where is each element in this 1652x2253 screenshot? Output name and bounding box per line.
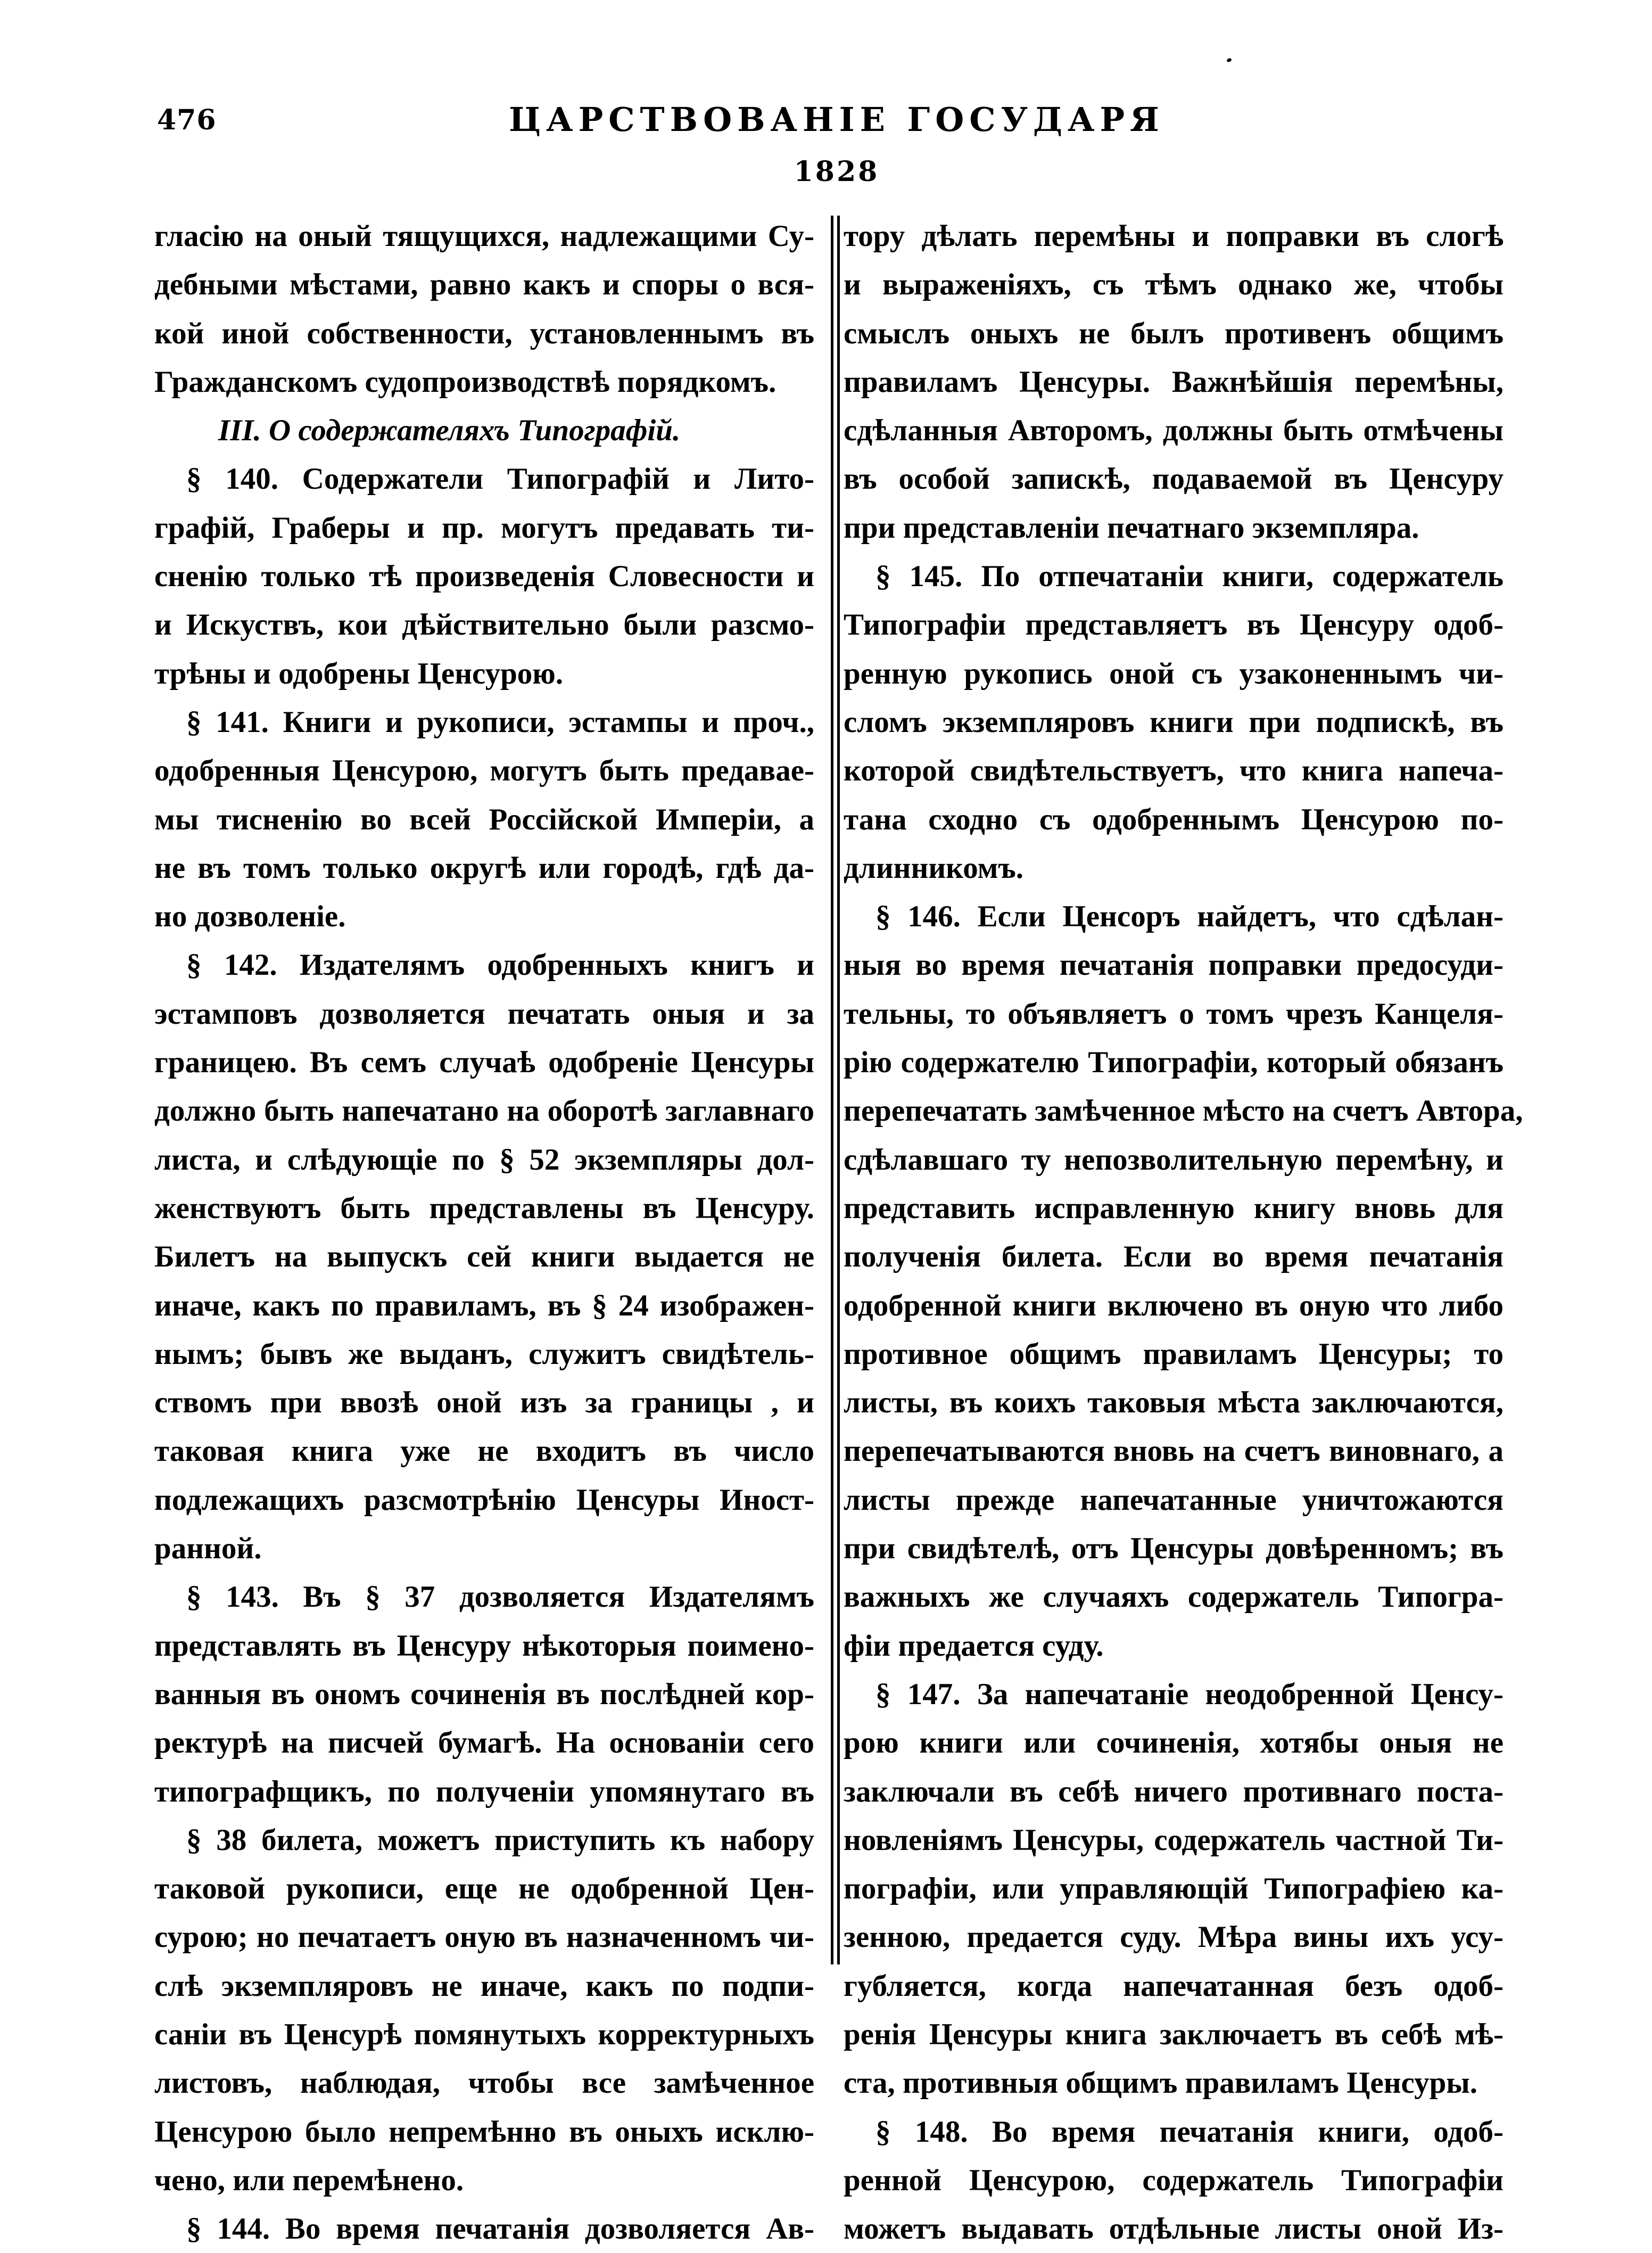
text-line: сломъ экземпляровъ книги при подпискѣ, въ [844, 705, 1504, 739]
text-line: иначе, какъ по правиламъ, въ § 24 изображен- [154, 1288, 814, 1322]
text-line: можетъ выдавать отдѣльные листы оной Из- [844, 2212, 1504, 2246]
text-line: листы прежде напечатанные уничтожаются [844, 1483, 1504, 1517]
text-line: таковая книга уже не входитъ въ число [154, 1434, 814, 1468]
text-line: заключали въ себѣ ничего противнаго поста- [844, 1774, 1504, 1808]
text-line: одобренной книги включено въ оную что либо [844, 1288, 1504, 1322]
text-line: мы тисненію во всей Россійской Имперіи, а [154, 802, 814, 836]
text-line: фіи предается суду. [844, 1629, 1104, 1663]
text-line: должно быть напечатано на оборотѣ заглавнаго [154, 1094, 814, 1128]
text-line: ранной. [154, 1532, 262, 1566]
text-line: длинникомъ. [844, 851, 1023, 885]
text-line: ренную рукопись оной съ узаконеннымъ чи- [844, 656, 1504, 690]
paragraph-start-line: § 140. Содержатели Типографій и Лито- [186, 462, 814, 496]
text-line: рію содержателю Типографіи, который обязанъ [844, 1046, 1504, 1080]
text-line: нымъ; бывъ же выданъ, служитъ свидѣтель- [154, 1337, 814, 1371]
text-line: ствомъ при ввозѣ оной изъ за границы , и [154, 1386, 814, 1420]
paragraph-start-line: § 142. Издателямъ одобренныхъ книгъ и [186, 948, 814, 982]
text-line: Билетъ на выпускъ сей книги выдается не [154, 1240, 814, 1274]
right-column [844, 212, 1523, 2253]
text-line: Ценсурою было непремѣнно въ оныхъ исклю- [154, 2115, 814, 2149]
text-line: тана сходно съ одобреннымъ Ценсурою по- [844, 802, 1504, 836]
paragraph-start-line: § 141. Книги и рукописи, эстампы и проч., [186, 705, 814, 739]
text-line: представить исправленную книгу вновь для [844, 1191, 1504, 1225]
text-line: Гражданскомъ судопроизводствѣ порядкомъ. [154, 365, 777, 399]
text-line: противное общимъ правиламъ Ценсуры; то [844, 1337, 1504, 1371]
text-line: при свидѣтелѣ, отъ Ценсуры довѣренномъ; въ [844, 1532, 1504, 1566]
text-line: смыслъ оныхъ не былъ противенъ общимъ [844, 316, 1504, 350]
text-line: рою книги или сочиненія, хотябы оныя не [844, 1726, 1504, 1760]
text-line: ныя во время печатанія поправки предосуди- [844, 948, 1504, 982]
text-line: сдѣлавшаго ту непозволительную перемѣну, и [844, 1142, 1504, 1177]
text-line: которой свидѣтельствуетъ, что книга напеча- [844, 754, 1504, 788]
text-line: тельны, то объявляетъ о томъ чрезъ Канцеля- [844, 997, 1504, 1031]
text-line: пографіи, или управляющій Типографіею ка- [844, 1872, 1504, 1906]
text-line: ренія Ценсуры книга заключаетъ въ себѣ мѣ- [844, 2017, 1504, 2051]
text-line: ректурѣ на писчей бумагѣ. На основаніи сего [154, 1726, 814, 1760]
text-line: эстамповъ дозволяется печатать оныя и за [154, 997, 814, 1031]
text-line: женствуютъ быть представлены въ Ценсуру. [154, 1191, 814, 1225]
text-line: типографщикъ, по полученіи упомянутаго въ [154, 1774, 814, 1808]
text-line: Типографіи представляетъ въ Ценсуру одоб- [844, 608, 1504, 642]
text-line: трѣны и одобрены Ценсурою. [154, 656, 564, 690]
text-line: границею. Въ семъ случаѣ одобреніе Ценсуры [154, 1046, 814, 1080]
paragraph-start-line: § 147. За напечатаніе неодобренной Ценсу- [875, 1677, 1504, 1711]
text-line: одобренныя Ценсурою, могутъ быть предавае- [154, 754, 814, 788]
text-line: сурою; но печатаетъ оную въ назначенномъ чи- [154, 1920, 814, 1954]
text-line: сдѣланныя Авторомъ, должны быть отмѣчены [844, 414, 1504, 448]
paragraph-start-line: § 148. Во время печатанія книги, одоб- [875, 2115, 1504, 2149]
text-line: подлежащихъ разсмотрѣнію Ценсуры Иност- [154, 1483, 814, 1517]
year-heading: 1828 [794, 155, 880, 188]
text-line: и Искуствъ, кои дѣйствительно были разсмо- [154, 608, 814, 642]
text-line: губляется, когда напечатанная безъ одоб- [844, 1969, 1504, 2003]
text-line: новленіямъ Ценсуры, содержатель частной Ти- [844, 1823, 1504, 1857]
text-line: сненію только тѣ произведенія Словесности и [154, 560, 814, 594]
text-line: тору дѣлать перемѣны и поправки въ слогѣ [844, 219, 1504, 253]
text-line: при представленіи печатнаго экземпляра. [844, 511, 1419, 545]
text-line: листовъ, наблюдая, чтобы все замѣченное [154, 2066, 814, 2100]
text-line: чено, или перемѣнено. [154, 2163, 464, 2197]
divider-rule [831, 216, 833, 1964]
page-number: 476 [157, 104, 217, 136]
text-line: слѣ экземпляровъ не иначе, какъ по подпи- [154, 1969, 814, 2003]
divider-rule [837, 216, 840, 1964]
text-line: ста, противныя общимъ правиламъ Ценсуры. [844, 2066, 1478, 2100]
column-divider [829, 216, 841, 1964]
text-line: правиламъ Ценсуры. Важнѣйшія перемѣны, [844, 365, 1504, 399]
text-line: листа, и слѣдующіе по § 52 экземпляры дол- [154, 1142, 814, 1177]
left-column [154, 212, 814, 2253]
text-line: саніи въ Ценсурѣ помянутыхъ корректурныхъ [154, 2017, 814, 2051]
paragraph-start-line: § 146. Если Ценсоръ найдетъ, что сдѣлан- [875, 900, 1504, 934]
text-line: полученія билета. Если во время печатанія [844, 1240, 1504, 1274]
text-line: зенною, предается суду. Мѣра вины ихъ усу- [844, 1920, 1504, 1954]
paragraph-start-line: § 38 билета, можетъ приступить къ набору [186, 1823, 814, 1857]
text-line: перепечатать замѣченное мѣсто на счетъ Автора, [844, 1094, 1523, 1128]
paragraph-start-line: § 143. Въ § 37 дозволяется Издателямъ [186, 1580, 814, 1614]
text-line: и выраженіяхъ, съ тѣмъ однако же, чтобы [844, 268, 1504, 302]
text-line: въ особой запискѣ, подаваемой въ Ценсуру [844, 462, 1504, 496]
running-title: ЦАРСТВОВАНІЕ ГОСУДАРЯ [509, 100, 1164, 139]
paragraph-start-line: § 144. Во время печатанія дозволяется Ав- [186, 2212, 814, 2246]
text-line: ренной Ценсурою, содержатель Типографіи [844, 2163, 1504, 2197]
text-line: гласію на оный тящущихся, надлежащими Су- [154, 219, 814, 253]
text-line: ванныя въ ономъ сочиненія въ послѣдней кор- [154, 1677, 814, 1711]
section-heading: III. О содержателяхъ Типографій. [218, 414, 681, 448]
text-line: перепечатываются вновь на счетъ виновнаго, а [844, 1434, 1504, 1468]
text-line: таковой рукописи, еще не одобренной Цен- [154, 1872, 814, 1906]
text-line: кой иной собственности, установленнымъ въ [154, 316, 814, 350]
paragraph-start-line: § 145. По отпечатаніи книги, содержатель [875, 560, 1504, 594]
text-line: важныхъ же случаяхъ содержатель Типогра- [844, 1580, 1504, 1614]
text-line: не въ томъ только округѣ или городѣ, гдѣ да- [154, 851, 814, 885]
text-line: листы, въ коихъ таковыя мѣста заключаются, [844, 1386, 1504, 1420]
text-line: дебными мѣстами, равно какъ и споры о вся- [154, 268, 814, 302]
ink-speck [1226, 57, 1232, 62]
text-line: графій, Граберы и пр. могутъ предавать ти- [154, 511, 814, 545]
text-line: но дозволеніе. [154, 900, 346, 934]
text-line: представлять въ Ценсуру нѣкоторыя поимено- [154, 1629, 814, 1663]
